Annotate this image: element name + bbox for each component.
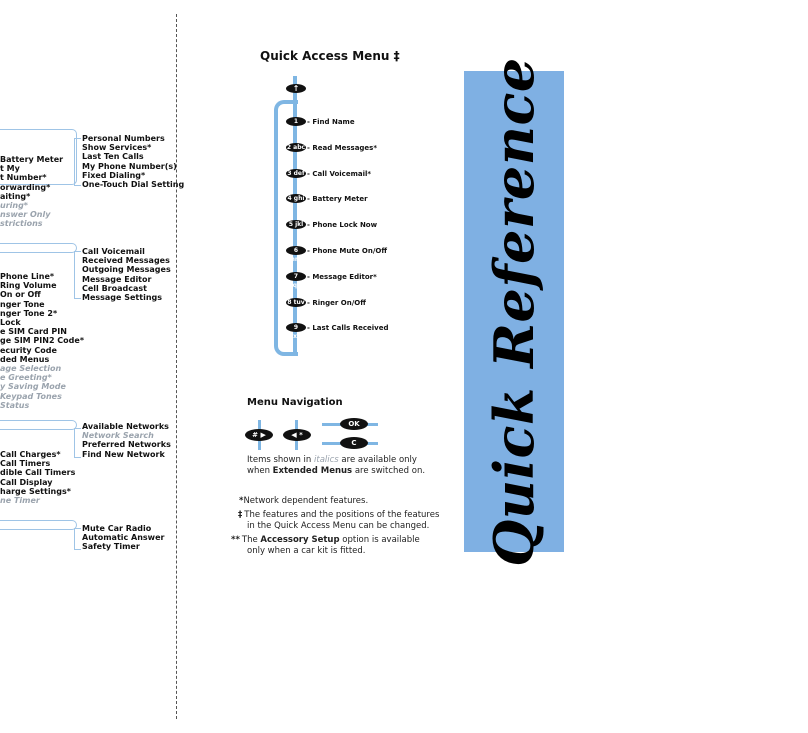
group3-right-list — [82, 422, 171, 459]
menu-item: On or Off — [0, 290, 41, 300]
quick-key-5-icon[interactable]: 5 jkl — [286, 220, 306, 229]
menu-item: Find New Network — [82, 449, 165, 459]
group-bracket — [0, 420, 77, 430]
footnote-double-star — [231, 535, 420, 556]
menu-item: y Saving Mode — [0, 382, 66, 392]
menu-item: Safety Timer — [82, 542, 140, 552]
group-bracket — [0, 243, 77, 253]
footnote-text: only when a car kit is fitted. — [247, 545, 366, 556]
footnote-text: The — [241, 535, 261, 545]
group2-right-list — [82, 247, 171, 302]
quick-access-label: - Ringer On/Off — [307, 299, 366, 307]
double-star-symbol: ** — [231, 535, 240, 545]
footnote-text: in the Quick Access Menu can be changed. — [247, 520, 430, 531]
menu-item: nswer Only — [0, 210, 51, 220]
menu-item: Available Networks — [82, 422, 169, 431]
footnote-bold: Accessory Setup — [260, 535, 340, 545]
footnote-text: Network dependent features. — [243, 496, 369, 506]
footnote-star — [239, 496, 368, 507]
menu-item: Message Settings — [82, 293, 163, 303]
menu-item: dible Call Timers — [0, 468, 76, 478]
footnote-text: option is available — [339, 535, 420, 545]
quick-access-label: - Phone Lock Now — [307, 221, 378, 229]
menu-item: Call Display — [0, 477, 53, 487]
menu-item: Last Ten Calls — [82, 152, 144, 162]
quick-access-label: - Read Messages* — [307, 144, 378, 152]
group-bracket — [0, 520, 77, 530]
menu-item: Battery Meter — [0, 155, 64, 164]
group1-right-list — [82, 134, 184, 189]
menu-item: t Number* — [0, 173, 47, 183]
footnote-text: The features and the positions of the features — [244, 510, 440, 520]
c-key-button[interactable]: C — [340, 437, 368, 449]
up-key-icon[interactable]: ↑ — [286, 84, 306, 93]
star-symbol: * — [239, 496, 244, 506]
menu-item: Call Charges* — [0, 450, 61, 459]
menu-item: nger Tone — [0, 299, 45, 309]
quick-access-label: - Last Calls Received — [307, 324, 389, 332]
dagger-symbol: ‡ — [238, 510, 243, 520]
quick-key-4-icon[interactable]: 4 ghi — [287, 195, 305, 202]
menu-item: Show Services* — [82, 143, 152, 153]
menu-item: Cell Broadcast — [82, 283, 147, 293]
star-key-button[interactable]: ◀ * — [283, 429, 311, 441]
menu-item: One-Touch Dial Setting — [82, 180, 185, 190]
quick-key-3-icon[interactable]: 3 def — [287, 170, 305, 177]
menu-item: Automatic Answer — [82, 533, 165, 543]
quick-key-9-icon[interactable]: 9 wxyz — [287, 324, 305, 340]
group1-left-list — [0, 155, 63, 229]
quick-reference-title: Quick Reference — [482, 57, 546, 567]
menu-item: Network Search — [82, 431, 154, 441]
menu-item: ge SIM PIN2 Code* — [0, 336, 85, 346]
menu-item: e Greeting* — [0, 373, 52, 383]
page-fold-divider — [176, 14, 177, 719]
quick-access-title: Quick Access Menu ‡ — [260, 49, 400, 63]
menu-item: uring* — [0, 201, 28, 211]
menu-item: Received Messages — [82, 256, 170, 266]
group4-left-list — [0, 450, 75, 505]
quick-access-label: - Battery Meter — [307, 195, 368, 203]
menu-item: harge Settings* — [0, 486, 71, 496]
menu-item: Call Voicemail — [82, 247, 145, 256]
menu-item: Outgoing Messages — [82, 265, 171, 275]
menu-item: Mute Car Radio — [82, 524, 152, 533]
menu-item: t My — [0, 164, 20, 174]
group2-left-list — [0, 272, 84, 410]
menu-item: Fixed Dialing* — [82, 170, 146, 180]
menu-item: Message Editor — [82, 274, 152, 284]
menu-item: My Phone Number(s) — [82, 161, 177, 171]
group-bracket-inner — [74, 528, 81, 550]
note-italic: italics — [314, 455, 339, 465]
quick-key-2-icon[interactable]: 2 abc — [286, 144, 306, 151]
menu-item: Lock — [0, 318, 21, 328]
menu-item: Status — [0, 400, 30, 410]
quick-key-7-icon[interactable]: 7 pqrs — [286, 272, 306, 281]
note-bold: Extended Menus — [272, 465, 353, 476]
note-text: when — [247, 465, 273, 476]
quick-access-label: - Phone Mute On/Off — [307, 247, 388, 255]
group5-right-list — [82, 524, 164, 552]
quick-access-label: - Message Editor* — [307, 273, 377, 281]
quick-key-6-icon[interactable]: 6 mno — [286, 246, 306, 255]
note-text: are available only — [338, 455, 417, 465]
menu-item: Preferred Networks — [82, 440, 171, 450]
quick-key-8-icon[interactable]: 8 tuv — [287, 299, 305, 306]
menu-item: strictions — [0, 219, 43, 229]
menu-item: orwarding* — [0, 182, 51, 192]
menu-item: Ring Volume — [0, 281, 57, 291]
navigation-note — [247, 455, 425, 476]
ok-key-button[interactable]: OK — [340, 418, 368, 430]
menu-item: Personal Numbers — [82, 134, 165, 143]
group-bracket-inner — [74, 138, 81, 186]
menu-navigation-title: Menu Navigation — [247, 397, 343, 408]
note-text: are switched on. — [352, 465, 426, 476]
menu-item: e SIM Card PIN — [0, 327, 67, 337]
hash-key-button[interactable]: # ▶ — [245, 429, 273, 441]
menu-item: nger Tone 2* — [0, 308, 58, 318]
quick-access-label: - Find Name — [307, 118, 355, 126]
menu-item: ne Timer — [0, 496, 40, 506]
quick-access-label: - Call Voicemail* — [307, 170, 372, 178]
footnote-dagger — [238, 510, 439, 531]
menu-item: Phone Line* — [0, 272, 55, 281]
note-text: Items shown in — [247, 455, 314, 465]
menu-item: Keypad Tones — [0, 391, 62, 401]
menu-item: Call Timers — [0, 459, 51, 469]
quick-key-1-icon[interactable]: 1 — [286, 117, 306, 126]
menu-item: ded Menus — [0, 354, 50, 364]
menu-item: aiting* — [0, 191, 31, 201]
menu-item: age Selection — [0, 364, 62, 374]
menu-item: ecurity Code — [0, 345, 57, 355]
